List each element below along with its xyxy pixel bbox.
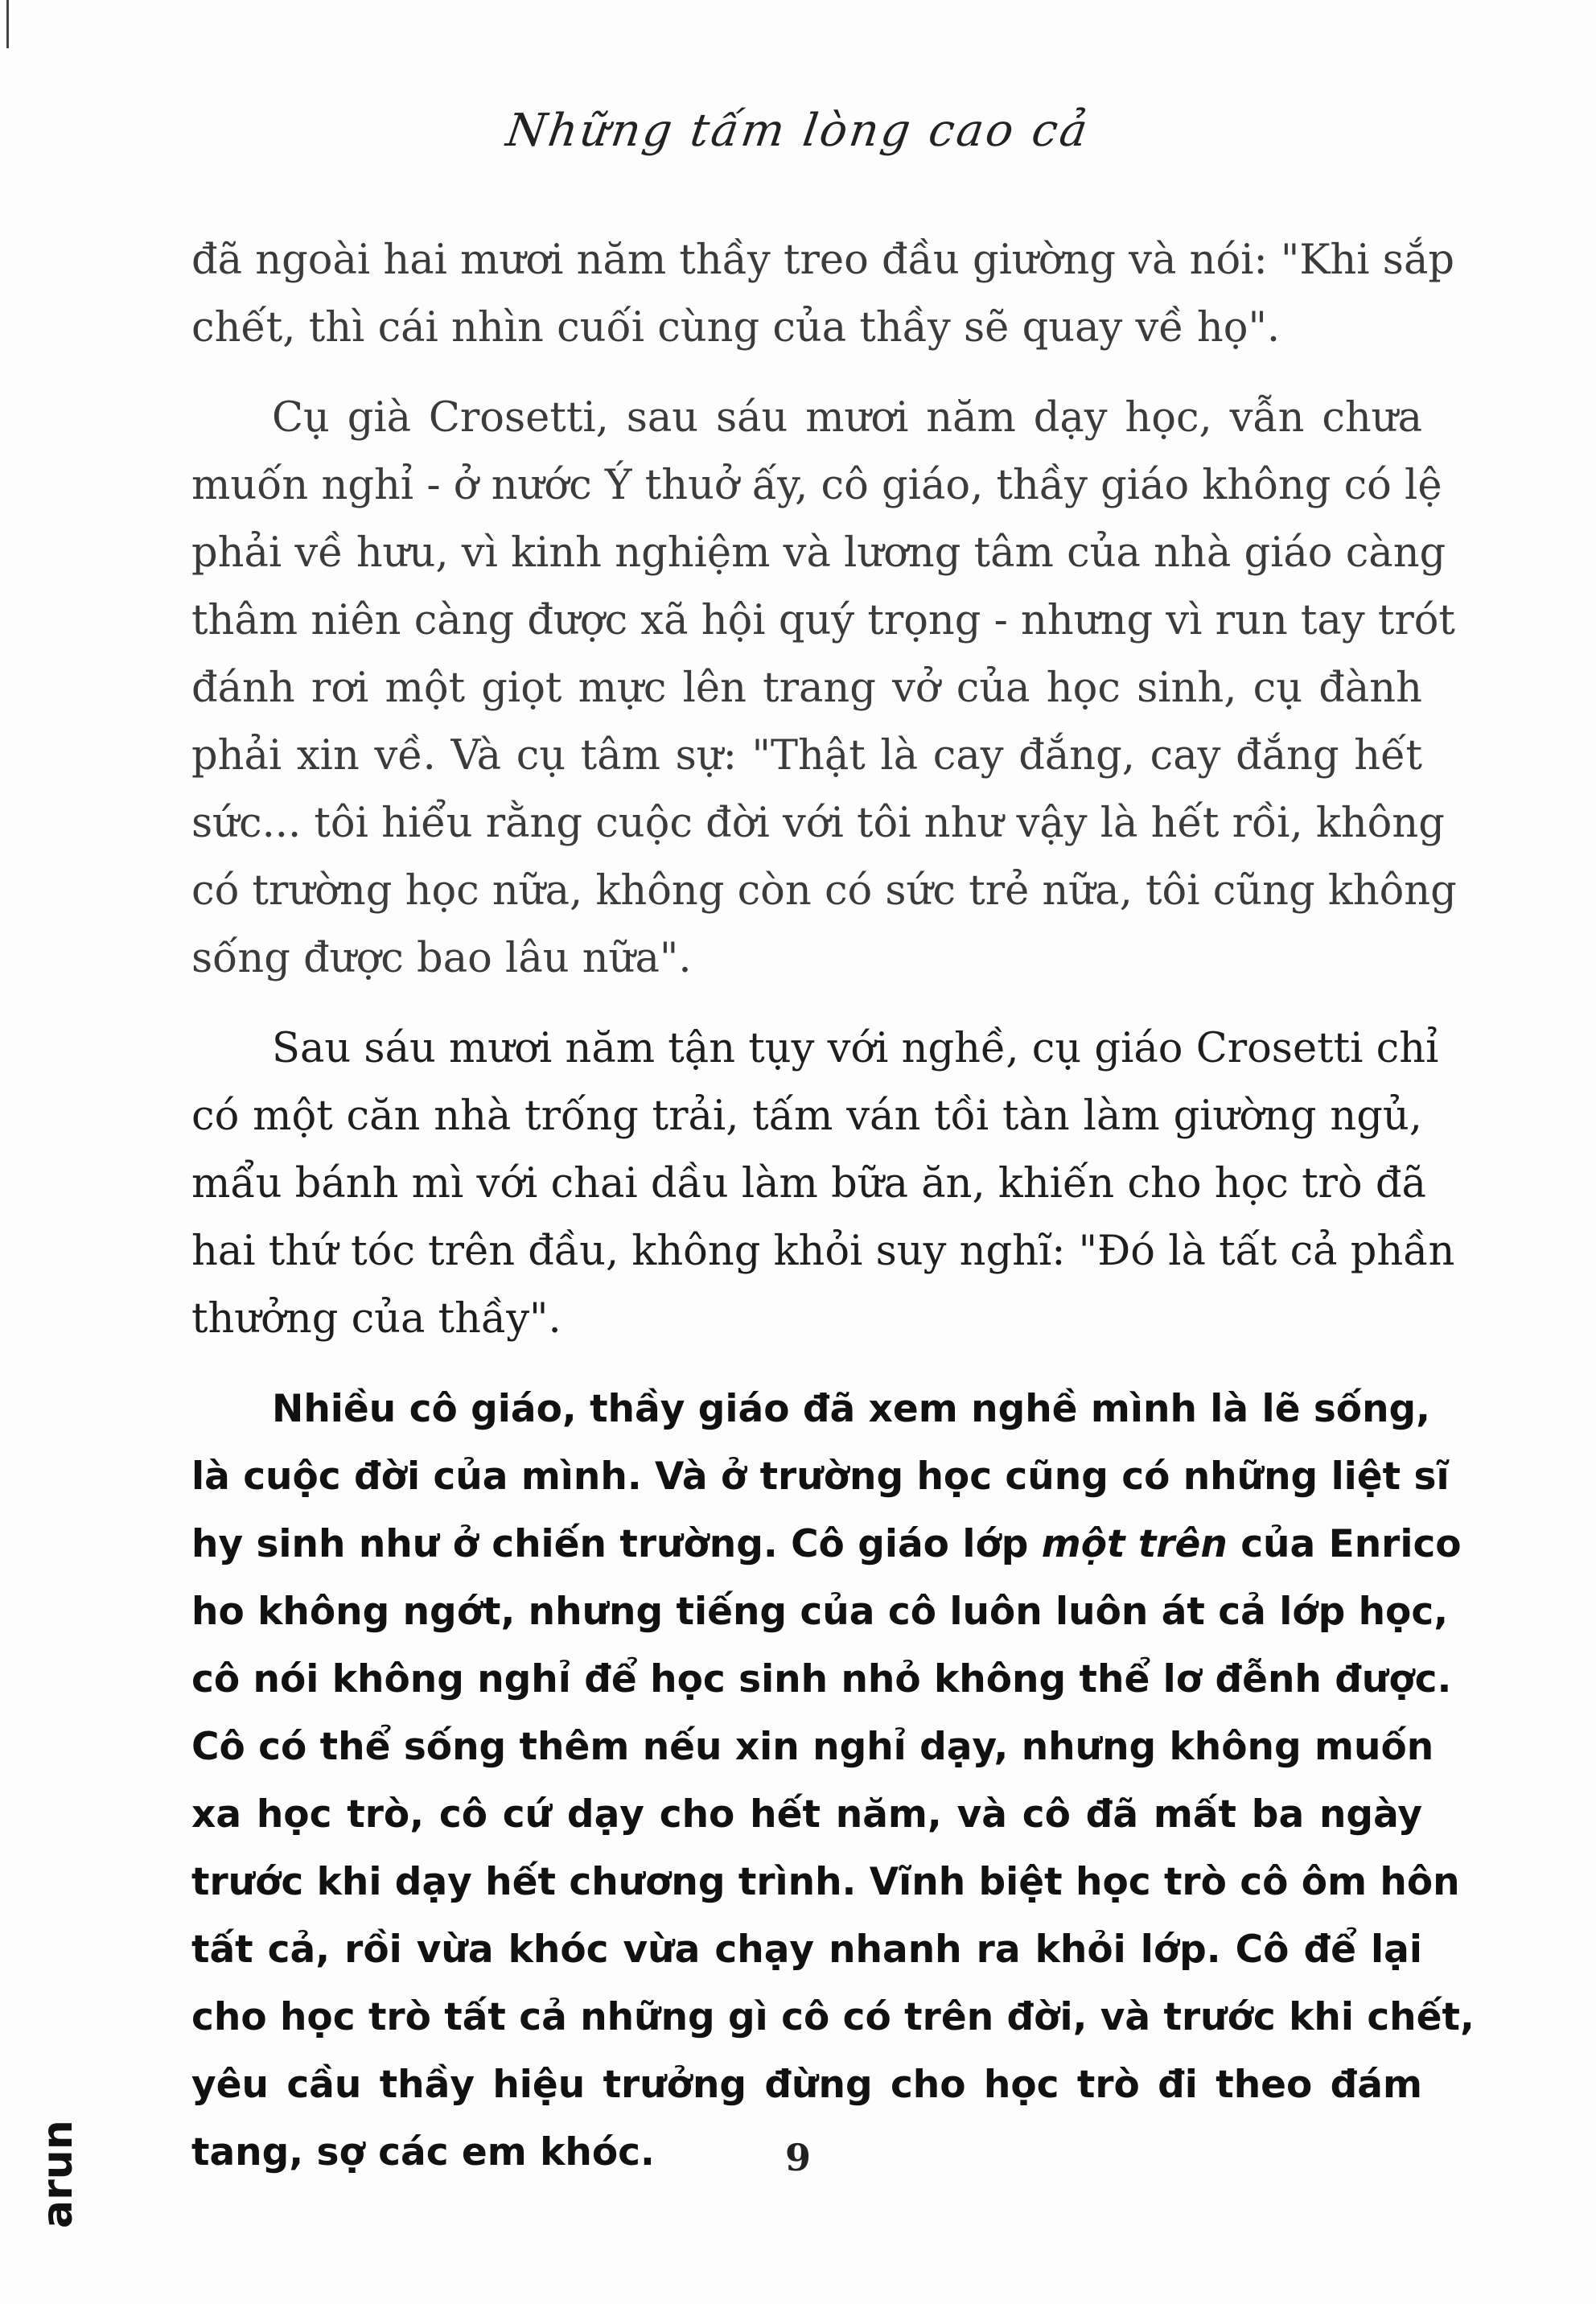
text-line: Cô có thể sống thêm nếu xin nghỉ dạy, nhưng không muốn xyxy=(191,1725,1434,1769)
text-line: đã ngoài hai mươi năm thầy treo đầu giường và nói: "Khi sắp xyxy=(191,237,1455,284)
text-line: thưởng của thầy". xyxy=(191,1295,561,1343)
text-line: đánh rơi một giọt mực lên trang vở của học sinh, cụ đành xyxy=(191,664,1422,712)
text-line: chết, thì cái nhìn cuối cùng của thầy sẽ quay về họ". xyxy=(191,304,1281,352)
text-line: tất cả, rồi vừa khóc vừa chạy nhanh ra khỏi lớp. Cô để lại xyxy=(191,1928,1422,1972)
text-line: Sau sáu mươi năm tận tụy với nghề, cụ giáo Crosetti chỉ xyxy=(272,1025,1439,1072)
text-line: yêu cầu thầy hiệu trưởng đừng cho học trò đi theo đám xyxy=(191,2063,1422,2107)
text-line: cho học trò tất cả những gì cô có trên đời, và trước khi chết, xyxy=(191,1995,1475,2039)
text-line: trước khi dạy hết chương trình. Vĩnh biệt học trò cô ôm hôn xyxy=(191,1860,1460,1904)
text-line: tang, sợ các em khóc. xyxy=(191,2130,655,2174)
paragraph xyxy=(191,385,1457,993)
text-line: phải về hưu, vì kinh nghiệm và lương tâm của nhà giáo càng xyxy=(191,529,1446,577)
text-line: muốn nghỉ - ở nước Ý thuở ấy, cô giáo, thầy giáo không có lệ xyxy=(191,462,1442,509)
text-line: có một căn nhà trống trải, tấm ván tồi tàn làm giường ngủ, xyxy=(191,1092,1422,1140)
publisher-logo: arun xyxy=(34,2120,82,2228)
text-line: phải xin về. Và cụ tâm sự: "Thật là cay đắng, cay đắng hết xyxy=(191,732,1422,780)
text-line: có trường học nữa, không còn có sức trẻ nữa, tôi cũng không xyxy=(191,867,1457,915)
text-line: hy sinh như ở chiến trường. Cô giáo lớp một trên của Enrico xyxy=(191,1522,1462,1566)
paragraph xyxy=(191,227,1455,362)
text-line: thâm niên càng được xã hội quý trọng - nhưng vì run tay trót xyxy=(191,597,1455,644)
text-line: Nhiều cô giáo, thầy giáo đã xem nghề mình là lẽ sống, xyxy=(272,1387,1431,1431)
page-edge-mark xyxy=(6,0,9,48)
text-line: cô nói không nghỉ để học sinh nhỏ không thể lơ đễnh được. xyxy=(191,1657,1452,1701)
paragraph xyxy=(191,1015,1455,1353)
text-line: sống được bao lâu nữa". xyxy=(191,935,692,982)
paragraph xyxy=(191,1376,1475,2187)
text-line: hai thứ tóc trên đầu, không khỏi suy nghĩ: "Đó là tất cả phần xyxy=(191,1228,1455,1275)
body-text xyxy=(191,227,1475,2209)
text-line: xa học trò, cô cứ dạy cho hết năm, và cô đã mất ba ngày xyxy=(191,1792,1422,1837)
text-line: mẩu bánh mì với chai dầu làm bữa ăn, khiến cho học trò đã xyxy=(191,1160,1426,1208)
text-line: ho không ngớt, nhưng tiếng của cô luôn luôn át cả lớp học, xyxy=(191,1590,1449,1634)
text-line: sức... tôi hiểu rằng cuộc đời với tôi như vậy là hết rồi, không xyxy=(191,800,1445,847)
text-line: là cuộc đời của mình. Và ở trường học cũng có những liệt sĩ xyxy=(191,1454,1450,1499)
italic-phrase: một trên xyxy=(1041,1522,1228,1566)
running-head: Những tấm lòng cao cả xyxy=(503,105,1093,157)
page-number: 9 xyxy=(784,2136,811,2179)
text-line: Cụ già Crosetti, sau sáu mươi năm dạy học, vẫn chưa xyxy=(272,394,1422,442)
